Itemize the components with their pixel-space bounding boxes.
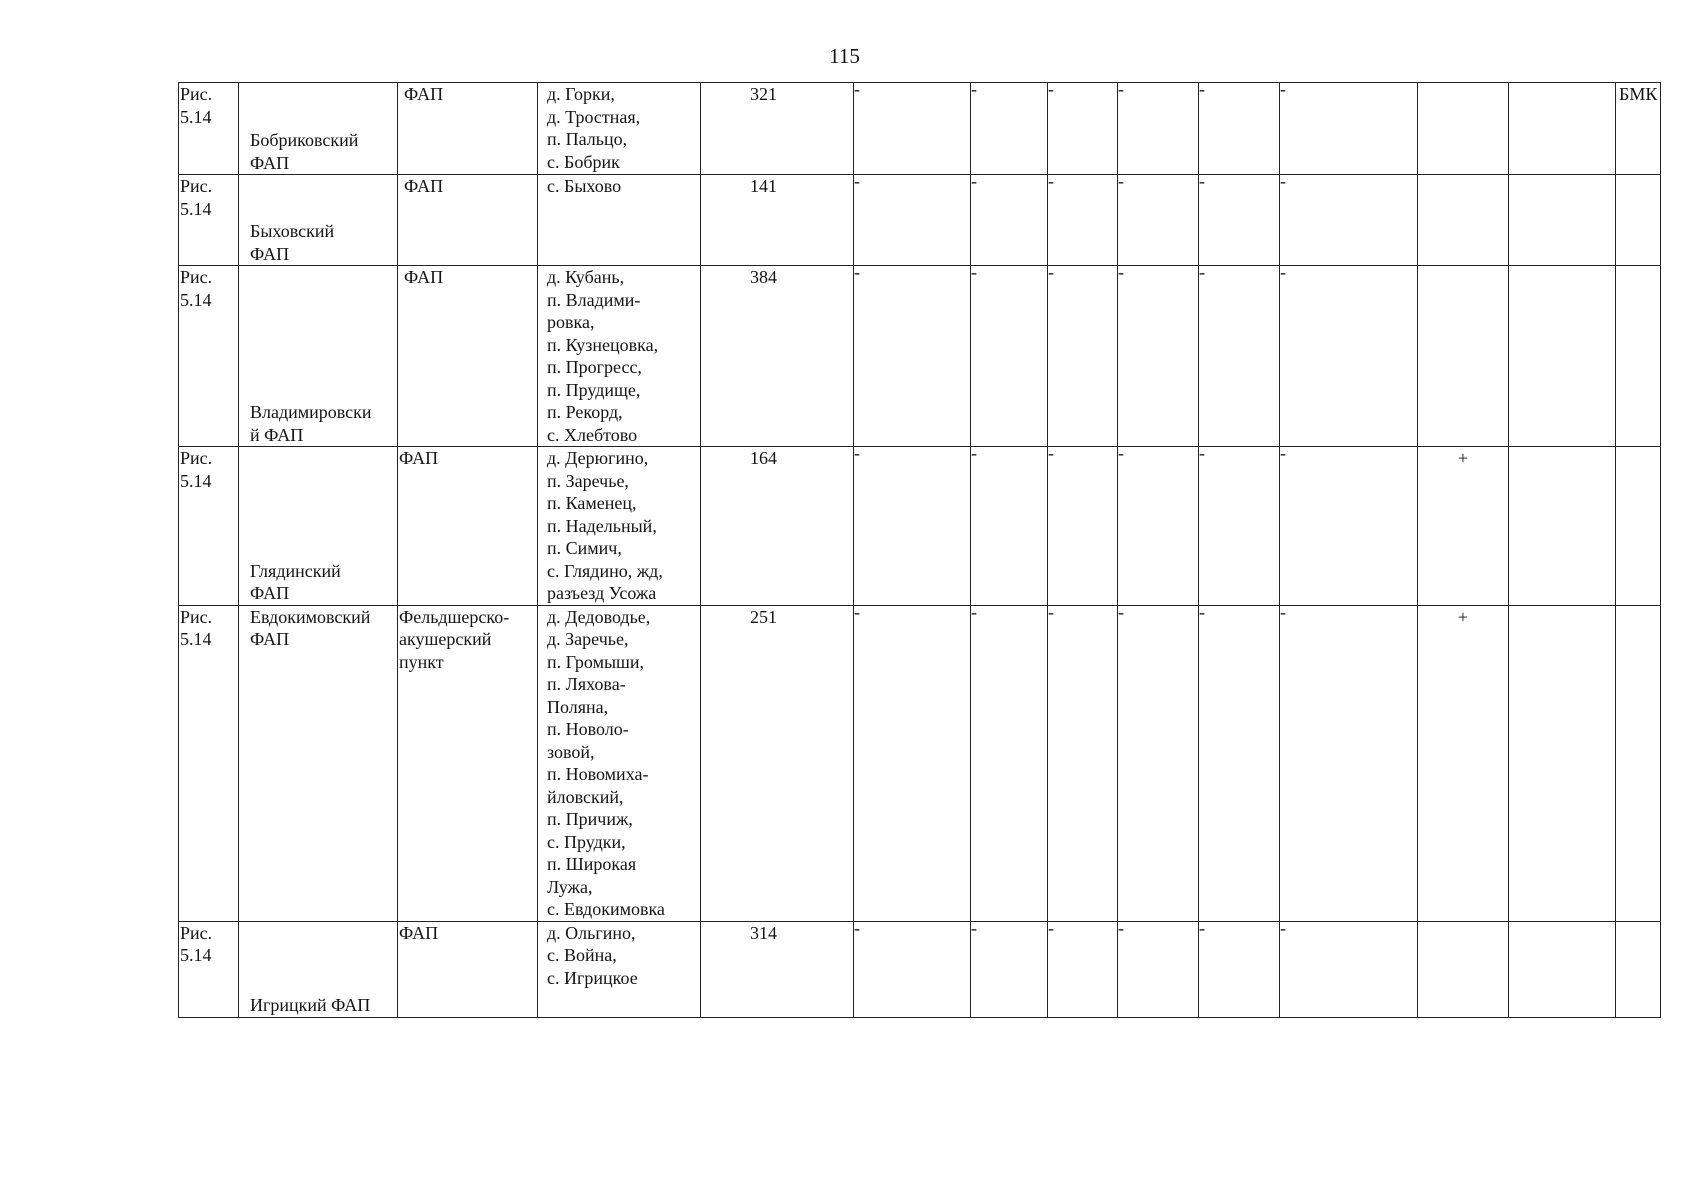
facility-name-cell xyxy=(239,605,398,921)
settlement: п. Широкая xyxy=(547,854,637,874)
table-row xyxy=(179,921,1661,1017)
facility-name-cell xyxy=(239,266,398,447)
table-row xyxy=(179,266,1661,447)
facility-name-line: Глядинский xyxy=(250,560,341,581)
status-mark-cell: - xyxy=(1118,175,1199,266)
settlement: п. Надельный, xyxy=(547,515,657,536)
status-mark-cell: - xyxy=(971,83,1048,175)
figure-ref-cell xyxy=(179,175,239,266)
settlement: п. Каменец, xyxy=(547,493,637,513)
facility-name-line: Бобриковский xyxy=(250,130,359,150)
figure-ref: 5.14 xyxy=(180,629,212,649)
settlements-cell xyxy=(538,447,701,606)
status-mark-cell xyxy=(1509,605,1616,921)
figure-ref-cell xyxy=(179,447,239,606)
facility-type-cell xyxy=(398,175,538,266)
settlement: д. Дерюгино, xyxy=(547,448,649,468)
population-cell: 384 xyxy=(701,266,854,447)
status-mark-cell xyxy=(1509,447,1616,606)
note-cell xyxy=(1616,447,1661,606)
table-row xyxy=(179,83,1661,175)
facility-name xyxy=(250,401,394,446)
facility-type-cell xyxy=(398,266,538,447)
status-mark-cell: - xyxy=(1118,266,1199,447)
table-row xyxy=(179,447,1661,606)
facility-name-line: ФАП xyxy=(250,243,290,264)
settlement: Лужа, xyxy=(547,876,593,897)
settlement: с. Война, xyxy=(547,945,617,965)
settlements-cell xyxy=(538,266,701,447)
facility-type: ФАП xyxy=(404,84,444,104)
settlement: п. Причиж, xyxy=(547,809,633,829)
figure-ref-cell xyxy=(179,83,239,175)
status-mark-cell: - xyxy=(1118,447,1199,606)
facility-name-line: Быховский xyxy=(250,221,335,241)
settlement: Поляна, xyxy=(547,696,609,717)
settlement: д. Дедоводье, xyxy=(547,606,651,627)
facility-name-line: ФАП xyxy=(250,583,290,603)
facility-name xyxy=(250,994,394,1017)
status-mark-cell: - xyxy=(1199,266,1280,447)
status-mark-cell: + xyxy=(1418,447,1509,606)
facility-type: ФАП xyxy=(404,176,444,196)
settlement: разъезд Усожа xyxy=(547,583,657,603)
status-mark-cell: - xyxy=(971,175,1048,266)
status-mark-cell: - xyxy=(1048,83,1118,175)
facility-name xyxy=(250,560,394,605)
figure-ref-cell xyxy=(179,266,239,447)
settlement: п. Громыши, xyxy=(547,651,645,672)
facility-type-cell xyxy=(398,921,538,1017)
settlement: с. Игрицкое xyxy=(547,967,638,988)
status-mark-cell: - xyxy=(1280,175,1418,266)
facility-name-cell xyxy=(239,447,398,606)
settlements-cell xyxy=(538,83,701,175)
note-cell xyxy=(1616,605,1661,921)
settlement: с. Глядино, жд, xyxy=(547,560,663,581)
status-mark-cell: - xyxy=(1280,605,1418,921)
status-mark-cell: - xyxy=(971,605,1048,921)
settlement: п. Пальцо, xyxy=(547,129,628,149)
figure-ref: 5.14 xyxy=(180,289,212,310)
facility-type: ФАП xyxy=(399,448,439,468)
settlement: д. Горки, xyxy=(547,84,615,104)
status-mark-cell: - xyxy=(1280,921,1418,1017)
settlement: д. Тростная, xyxy=(547,106,641,127)
facility-type-cell xyxy=(398,83,538,175)
settlement: п. Прудище, xyxy=(547,379,641,400)
status-mark-cell: - xyxy=(1118,605,1199,921)
status-mark-cell: - xyxy=(1199,175,1280,266)
page-number: 115 xyxy=(829,44,860,68)
settlement: п. Ляхова- xyxy=(547,674,626,694)
settlement: зовой, xyxy=(547,741,595,762)
population-cell: 321 xyxy=(701,83,854,175)
status-mark-cell: - xyxy=(1280,447,1418,606)
status-mark-cell: - xyxy=(1118,83,1199,175)
status-mark-cell: - xyxy=(971,266,1048,447)
settlement: п. Прогресс, xyxy=(547,357,642,377)
settlement: п. Владими- xyxy=(547,289,641,310)
figure-ref-cell xyxy=(179,921,239,1017)
settlement: п. Заречье, xyxy=(547,470,629,491)
status-mark-cell xyxy=(1418,266,1509,447)
figure-ref: 5.14 xyxy=(180,106,212,127)
note-cell xyxy=(1616,921,1661,1017)
status-mark-cell xyxy=(1509,83,1616,175)
settlements-cell xyxy=(538,921,701,1017)
status-mark-cell xyxy=(1418,83,1509,175)
settlement: с. Евдокимовка xyxy=(547,899,665,919)
facility-name xyxy=(250,606,394,651)
population-cell: 314 xyxy=(701,921,854,1017)
figure-ref: 5.14 xyxy=(180,470,212,491)
status-mark-cell: - xyxy=(971,921,1048,1017)
facility-name-cell xyxy=(239,175,398,266)
settlement: п. Рекорд, xyxy=(547,402,623,422)
settlement: с. Быхово xyxy=(547,176,622,196)
facility-name-line: ФАП xyxy=(250,629,290,649)
status-mark-cell: - xyxy=(854,175,971,266)
facility-name-line: й ФАП xyxy=(250,424,304,445)
figure-ref: Рис. xyxy=(180,176,213,196)
settlement: п. Новомиха- xyxy=(547,764,649,784)
settlement: п. Новоло- xyxy=(547,719,629,739)
status-mark-cell: - xyxy=(854,605,971,921)
status-mark-cell xyxy=(1418,921,1509,1017)
figure-ref: Рис. xyxy=(180,84,213,104)
facility-name xyxy=(250,129,394,174)
facility-name-cell xyxy=(239,83,398,175)
figure-ref: Рис. xyxy=(180,267,213,287)
status-mark-cell: - xyxy=(1048,921,1118,1017)
status-mark-cell xyxy=(1418,175,1509,266)
figure-ref: Рис. xyxy=(180,922,213,943)
facility-type: ФАП xyxy=(404,267,444,287)
figure-ref: 5.14 xyxy=(180,198,212,219)
settlement: с. Прудки, xyxy=(547,831,626,852)
population-cell: 251 xyxy=(701,605,854,921)
status-mark-cell: - xyxy=(854,921,971,1017)
settlements-cell xyxy=(538,175,701,266)
status-mark-cell xyxy=(1509,266,1616,447)
note-cell: БМК xyxy=(1616,83,1661,175)
facility-type-line: акушерский xyxy=(399,629,492,649)
facility-type-line: Фельдшерско- xyxy=(399,606,510,627)
status-mark-cell: - xyxy=(854,266,971,447)
status-mark-cell: - xyxy=(1280,83,1418,175)
medical-facilities-table xyxy=(178,82,1661,1018)
settlement: д. Заречье, xyxy=(547,629,629,649)
settlement: п. Симич, xyxy=(547,538,622,558)
facility-type-cell xyxy=(398,605,538,921)
status-mark-cell: - xyxy=(1199,605,1280,921)
figure-ref: Рис. xyxy=(180,448,213,468)
table-row xyxy=(179,605,1661,921)
settlement: д. Ольгино, xyxy=(547,922,636,943)
status-mark-cell: - xyxy=(1118,921,1199,1017)
settlement: с. Хлебтово xyxy=(547,424,638,445)
facility-type: ФАП xyxy=(399,922,439,943)
status-mark-cell xyxy=(1509,175,1616,266)
settlement: йловский, xyxy=(547,786,624,807)
settlement: с. Бобрик xyxy=(547,151,620,172)
status-mark-cell: - xyxy=(1048,175,1118,266)
status-mark-cell: - xyxy=(1199,921,1280,1017)
table-row xyxy=(179,175,1661,266)
population-cell: 141 xyxy=(701,175,854,266)
facility-name-line: Владимировски xyxy=(250,402,372,422)
status-mark-cell: - xyxy=(1048,605,1118,921)
status-mark-cell: - xyxy=(854,83,971,175)
status-mark-cell: - xyxy=(1048,266,1118,447)
note-cell xyxy=(1616,175,1661,266)
status-mark-cell: + xyxy=(1418,605,1509,921)
facility-name-line: Евдокимовский xyxy=(250,606,371,627)
note-cell xyxy=(1616,266,1661,447)
status-mark-cell: - xyxy=(1280,266,1418,447)
facility-name-line: ФАП xyxy=(250,152,290,173)
status-mark-cell: - xyxy=(854,447,971,606)
settlement: ровка, xyxy=(547,312,595,332)
facility-name-line: Игрицкий ФАП xyxy=(250,995,371,1015)
status-mark-cell xyxy=(1509,921,1616,1017)
settlement: п. Кузнецовка, xyxy=(547,334,659,355)
figure-ref-cell xyxy=(179,605,239,921)
facility-name xyxy=(250,220,394,265)
figure-ref: 5.14 xyxy=(180,945,212,965)
status-mark-cell: - xyxy=(1048,447,1118,606)
table-body xyxy=(179,83,1661,1018)
facility-type-line: пункт xyxy=(399,651,444,672)
settlements-cell xyxy=(538,605,701,921)
population-cell: 164 xyxy=(701,447,854,606)
status-mark-cell: - xyxy=(971,447,1048,606)
figure-ref: Рис. xyxy=(180,606,213,627)
status-mark-cell: - xyxy=(1199,83,1280,175)
status-mark-cell: - xyxy=(1199,447,1280,606)
facility-name-cell xyxy=(239,921,398,1017)
facility-type-cell xyxy=(398,447,538,606)
settlement: д. Кубань, xyxy=(547,267,625,287)
